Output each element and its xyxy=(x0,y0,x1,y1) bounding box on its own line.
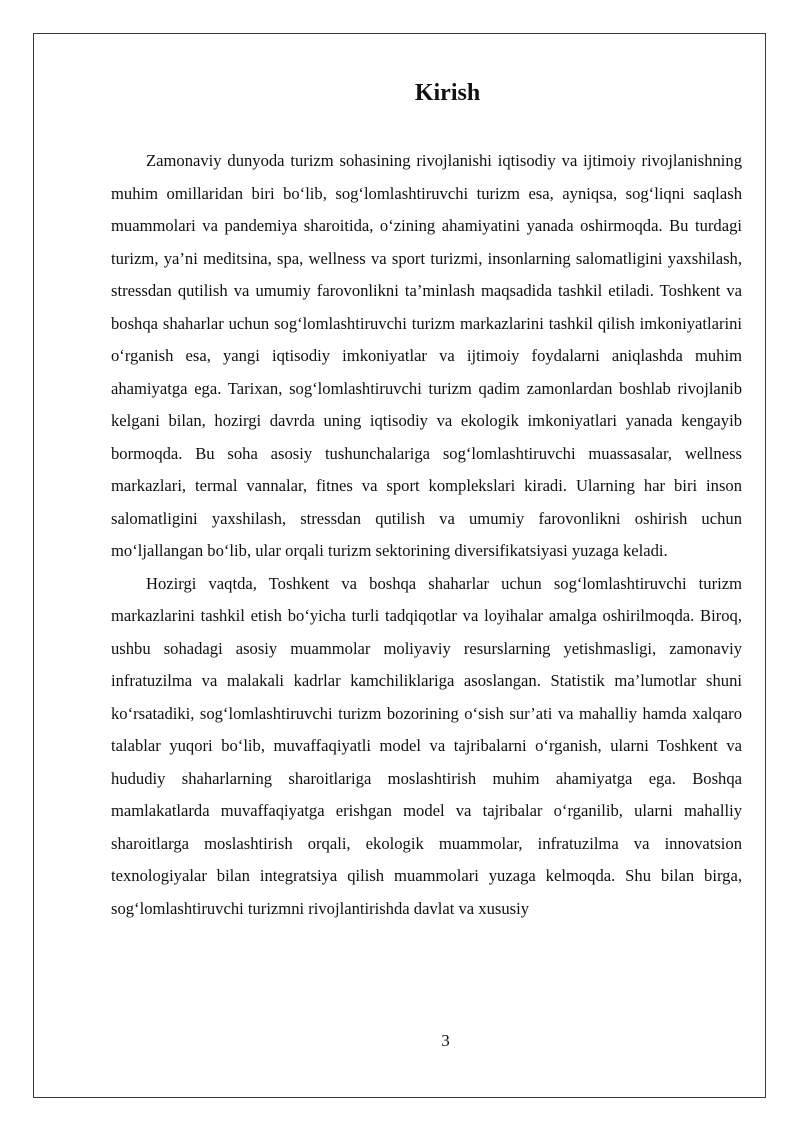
paragraph-1: Zamonaviy dunyoda turizm sohasining rivojlanishi iqtisodiy va ijtimoiy rivojlanishning muhim omillaridan biri bo‘lib, sog‘lomlashtiruvchi turizm esa, ayniqsa, sog‘liqni saqlash muammolari va pandemiya sharoitida, o‘zining ahamiyatini yanada oshirmoqda. Bu turdagi turizm, ya’ni meditsina, spa, wellness va sport turizmi, insonlarning salomatligini yaxshilash, stressdan qutilish va umumiy farovonlikni ta’minlash maqsadida tashkil etiladi. Toshkent va boshqa shaharlar uchun sog‘lomlashtiruvchi turizm markazlarini tashkil qilish imkoniyatlarini o‘rganish esa, yangi iqtisodiy imkoniyatlar va ijtimoiy foydalarni aniqlashda muhim ahamiyatga ega. Tarixan, sog‘lomlashtiruvchi turizm qadim zamonlardan boshlab rivojlanib kelgani bilan, hozirgi davrda uning iqtisodiy va ekologik imkoniyatlari yanada kengayib bormoqda. Bu soha asosiy tushunchalariga sog‘lomlashtiruvchi muassasalar, wellness markazlari, termal vannalar, fitnes va sport komplekslari kiradi. Ularning har biri inson salomatligini yaxshilash, stressdan qutilish va umumiy farovonlikni oshirish uchun mo‘ljallangan bo‘lib, ular orqali turizm sektorining diversifikatsiyasi yuzaga keladi. xyxy=(111,151,742,560)
page-title: Kirish xyxy=(414,80,481,106)
page-number: 3 xyxy=(441,1031,450,1050)
paragraph-2: Hozirgi vaqtda, Toshkent va boshqa shaharlar uchun sog‘lomlashtiruvchi turizm markazlarini tashkil etish bo‘yicha turli tadqiqotlar va loyihalar amalga oshirilmoqda. Biroq, ushbu sohadagi asosiy muammolar moliyaviy resurslarning yetishmasligi, zamonaviy infratuzilma va malakali kadrlar kamchiliklariga asoslangan. Statistik ma’lumotlar shuni ko‘rsatadiki, sog‘lomlashtiruvchi turizm bozorining o‘sish sur’ati va mahalliy hamda xalqaro talablar yuqori bo‘lib, muvaffaqiyatli model va tajribalarni o‘rganish, ularni Toshkent va hududiy shaharlarning sharoitlariga moslashtirish muhim ahamiyatga ega. Boshqa mamlakatlarda muvaffaqiyatga erishgan model va tajribalar o‘rganilib, ularni mahalliy sharoitlarga moslashtirish orqali, ekologik muammolar, infratuzilma va innovatsion texnologiyalar bilan integratsiya qilish muammolari yuzaga kelmoqda. Shu bilan birga, sog‘lomlashtiruvchi turizmni rivojlantirishda davlat va xususiy xyxy=(111,573,742,918)
body-text xyxy=(111,145,742,925)
